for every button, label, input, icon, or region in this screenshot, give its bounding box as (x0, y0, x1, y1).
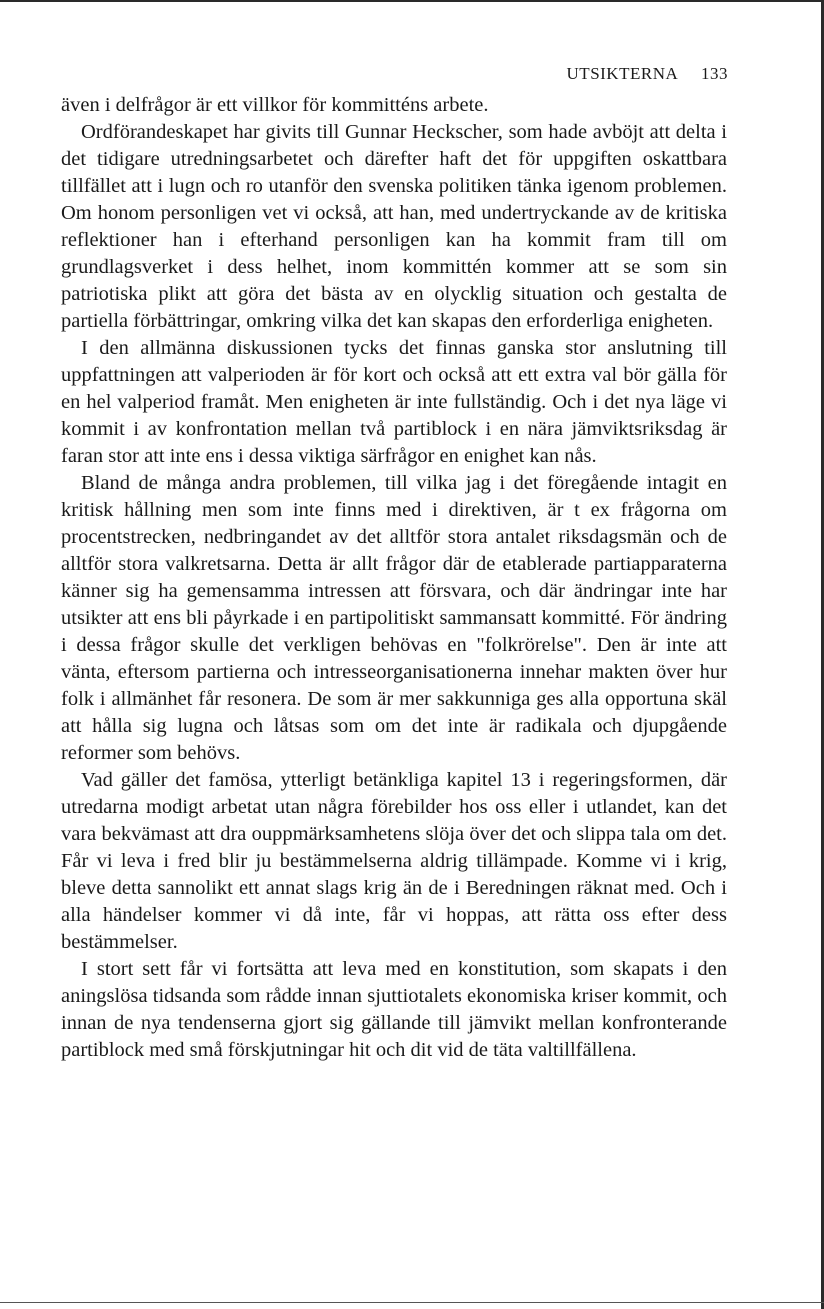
paragraph: Vad gäller det famösa, ytterligt betänkliga kapitel 13 i regeringsformen, där utredarna modigt arbetat utan några förebilder hos oss eller i utlandet, kan det vara bekvämast att dra ouppmärksamhetens slöja över det och slippa tala om det. Får vi leva i fred blir ju bestämmelserna aldrig tillämpade. Komme vi i krig, bleve detta sannolikt ett annat slags krig än de i Beredningen räknat med. Och i alla händelser kommer vi då inte, får vi hoppas, att rätta oss efter dess bestämmelser. (61, 769, 727, 953)
paragraph: I den allmänna diskussionen tycks det finnas ganska stor anslutning till uppfattningen att valperioden är för kort och också att ett extra val bör gälla för en hel valperiod framåt. Men enigheten är inte fullständig. Och i det nya läge vi kommit i av konfrontation mellan två partiblock i en nära jämviktsriksdag är faran stor att inte ens i dessa viktiga särfrågor en enighet kan nås. (61, 337, 727, 467)
paragraph: Ordförandeskapet har givits till Gunnar Heckscher, som hade avböjt att delta i det tidigare utredningsarbetet och därefter haft det för uppgiften oskattbara tillfället att i lugn och ro utanför den svenska politiken tänka igenom problemen. Om honom personligen vet vi också, att han, med undertryckande av de kritiska reflektioner han i efterhand personligen kan ha kommit fram till om grundlagsverket i dess helhet, inom kommittén kommer att se som sin patriotiska plikt att göra det bästa av en olycklig situation och gestalta de partiella förbättringar, omkring vilka det kan skapas den erforderliga enigheten. (61, 121, 727, 332)
paragraph: Bland de många andra problemen, till vilka jag i det föregående intagit en kritisk hållning men som inte finns med i direktiven, är t ex frågorna om procentstrecken, nedbringandet av det alltför stora antalet riksdagsmän och de alltför stora valkretsarna. Detta är allt frågor där de etablerade partiapparaterna känner sig ha gemensamma intressen att försvara, och där ändringar inte har utsikter att ens bli påyrkade i en partipolitiskt sammansatt kommitté. För ändring i dessa frågor skulle det verkligen behövas en "folkrörelse". Den är inte att vänta, eftersom partierna och intresseorganisationerna innehar makten över hur folk i allmänhet får resonera. De som är mer sakkunniga ges alla opportuna skäl att hålla sig lugna och låtsas som om det inte är radikala och djupgående reformer som behövs. (61, 472, 727, 764)
page-number: 133 (701, 64, 728, 83)
paragraph: I stort sett får vi fortsätta att leva med en konstitution, som skapats i den aningslösa tidsanda som rådde innan sjuttiotalets ekonomiska kriser kommit, och innan de nya tendenserna gjort sig gällande till jämvikt mellan konfronterande partiblock med små förskjutningar hit och dit vid de täta valtillfällena. (61, 958, 727, 1061)
scan-border-top (0, 0, 824, 2)
section-title: UTSIKTERNA (566, 64, 679, 83)
running-head (567, 64, 728, 84)
paragraph: även i delfrågor är ett villkor för kommitténs arbete. (61, 94, 489, 116)
scan-border-bottom (0, 1302, 824, 1303)
body-text (61, 92, 727, 1064)
